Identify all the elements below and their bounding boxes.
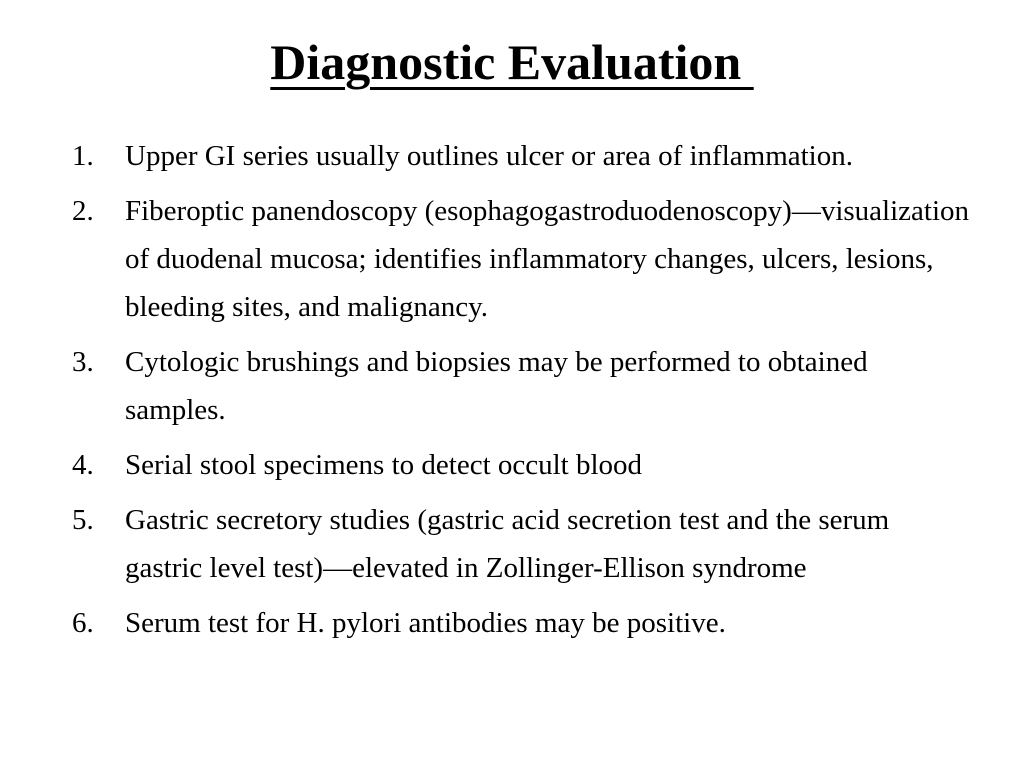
- list-item: [72, 187, 972, 331]
- list-item: [72, 496, 972, 592]
- list-item-number: 2.: [72, 195, 94, 227]
- list-item-number: 1.: [72, 140, 94, 172]
- list-item-text: Upper GI series usually outlines ulcer or area of inflammation.: [125, 140, 853, 172]
- list-item-number: 4.: [72, 449, 94, 481]
- list-item-number: 3.: [72, 346, 94, 378]
- list-item: [72, 599, 972, 647]
- list-item-number: 5.: [72, 504, 94, 536]
- list-item-text: Gastric secretory studies (gastric acid secretion test and the serum gastric level test)—elevated in Zollinger-Ellison syndrome: [125, 504, 890, 584]
- list-item-text: Serial stool specimens to detect occult blood: [125, 449, 643, 481]
- list-item-text: Cytologic brushings and biopsies may be performed to obtained samples.: [125, 346, 868, 426]
- list-item-text: Fiberoptic panendoscopy (esophagogastroduodenoscopy)—visualization of duodenal mucosa; identifies inflammatory changes, ulcers, lesions, bleeding sites, and malignancy.: [125, 195, 970, 323]
- list-item-number: 6.: [72, 607, 94, 639]
- list-item: [72, 132, 972, 180]
- numbered-list: [72, 132, 972, 654]
- list-item: [72, 338, 972, 434]
- list-item-text: Serum test for H. pylori antibodies may be positive.: [125, 607, 726, 639]
- list-item: [72, 441, 972, 489]
- slide-title: [0, 30, 1024, 94]
- slide-title-text: Diagnostic Evaluation: [270, 34, 754, 90]
